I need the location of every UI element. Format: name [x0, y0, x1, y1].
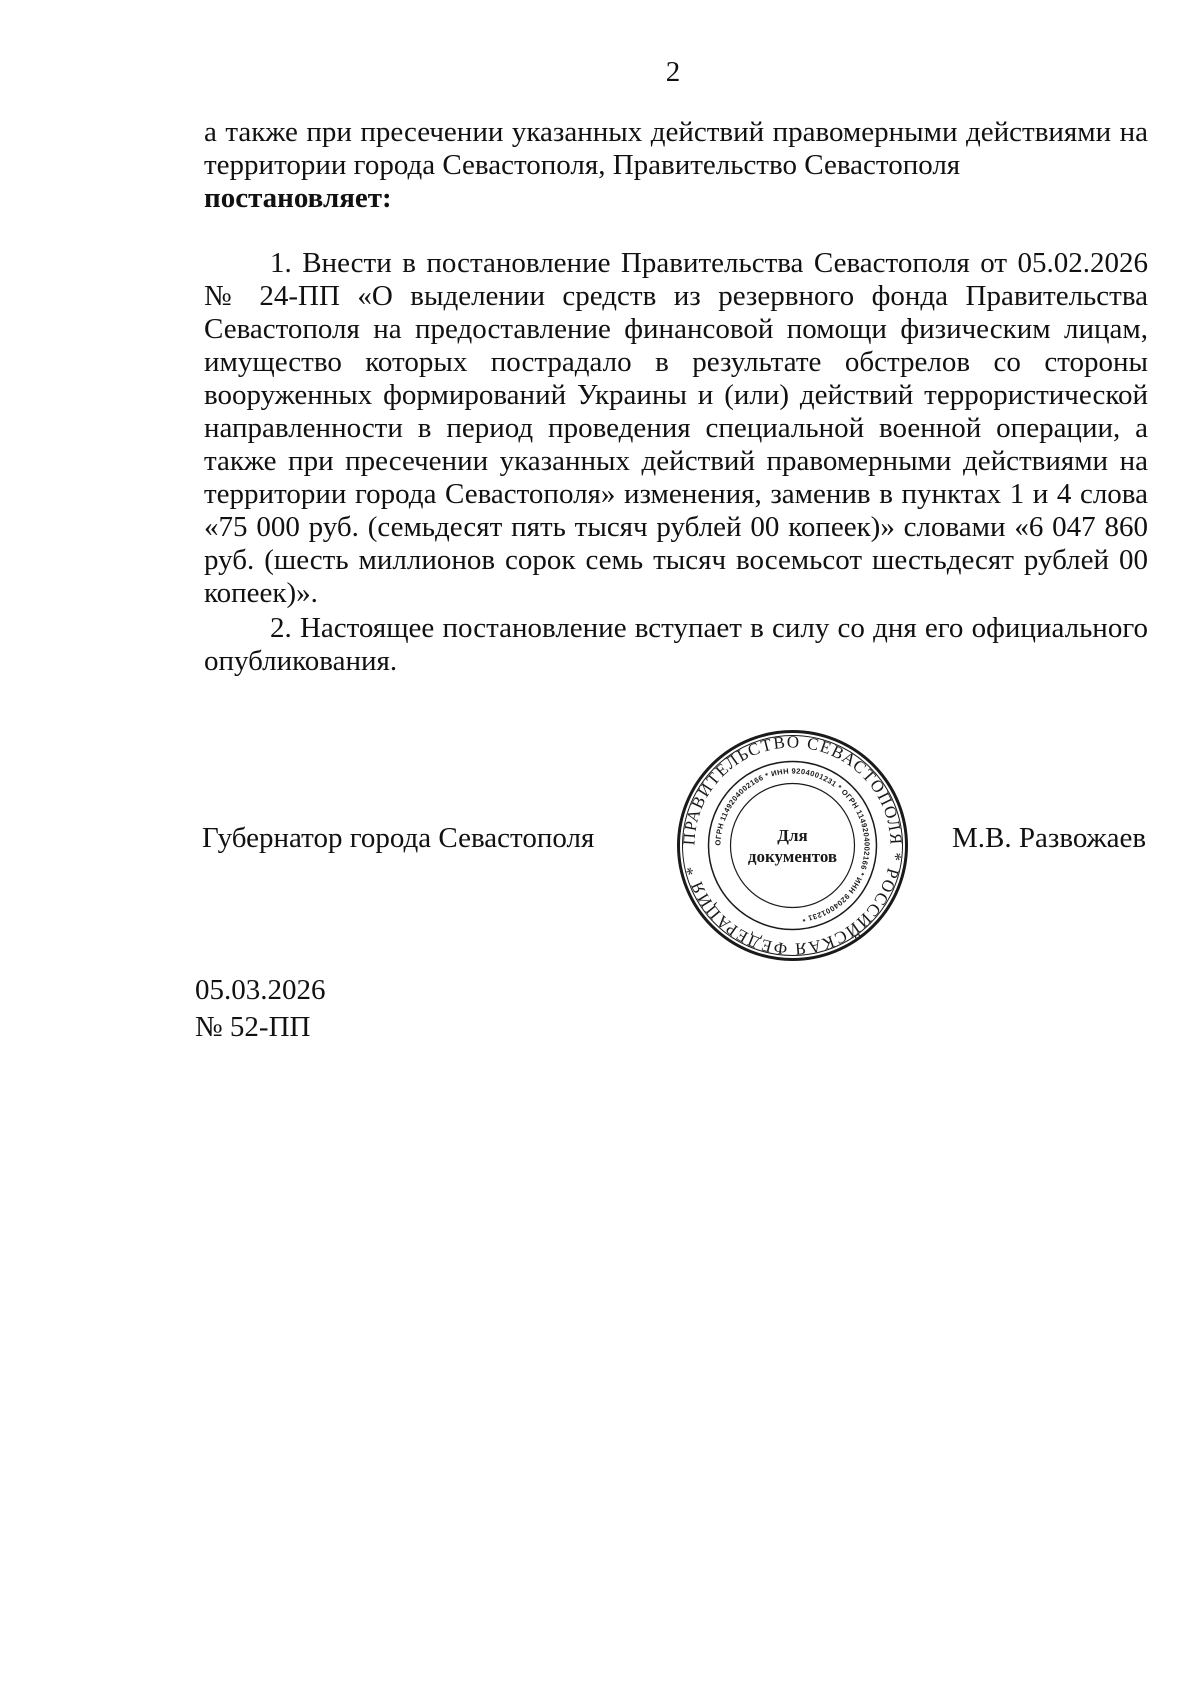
seal-outer-ring-text: ПРАВИТЕЛЬСТВО СЕВАСТОПОЛЯ * РОССИЙСКАЯ ФЕДЕРАЦИЯ * [679, 732, 906, 959]
document-date: 05.03.2026 [195, 974, 326, 1006]
seal-inner-ring-text: ОГРН 1149204002166 * ИНН 9204001231 * ОГРН 1149204002166 * ИНН 9204001231 * [713, 766, 872, 924]
intro-bold-word: постановляет: [204, 182, 392, 214]
paragraph-1: 1. Внести в постановление Правительства Севастополя от 05.02.2026 № 24-ПП «О выделении средств из резервного фонда Правительства Севастополя на предоставление финансовой помощи физическим лицам, имущество которых пострадало в результате обстрелов со стороны вооруженных формирований Украины и (или) действий террористической направленности в период проведения специальной военной операции, а также при пресечении указанных действий правомерными действиями на территории города Севастополя» изменения, заменив в пунктах 1 и 4 слова «75 000 руб. (семьдесят пять тысяч рублей 00 копеек)» словами «6 047 860 руб. (шесть миллионов сорок семь тысяч восемьсот шестьдесят рублей 00 копеек)». [204, 247, 1148, 609]
signature-title: Губернатор города Севастополя [202, 822, 595, 854]
paragraph-2: 2. Настоящее постановление вступает в силу со дня его официального опубликования. [204, 612, 1148, 677]
page-number: 2 [665, 56, 681, 88]
seal-middle-border [709, 762, 877, 930]
intro-paragraph [204, 116, 1148, 215]
official-seal [675, 728, 910, 963]
document-date-number [195, 972, 326, 1046]
seal-inner-border [731, 784, 855, 908]
seal-center-line-1: Для [777, 826, 808, 845]
intro-text: а также при пресечении указанных действий правомерными действиями на территории города Севастополя, Правительство Севастополя [204, 116, 1148, 181]
seal-center-line-2: документов [747, 847, 838, 866]
document-number: № 52-ПП [195, 1011, 311, 1043]
signature-name: М.В. Развожаев [952, 822, 1147, 854]
